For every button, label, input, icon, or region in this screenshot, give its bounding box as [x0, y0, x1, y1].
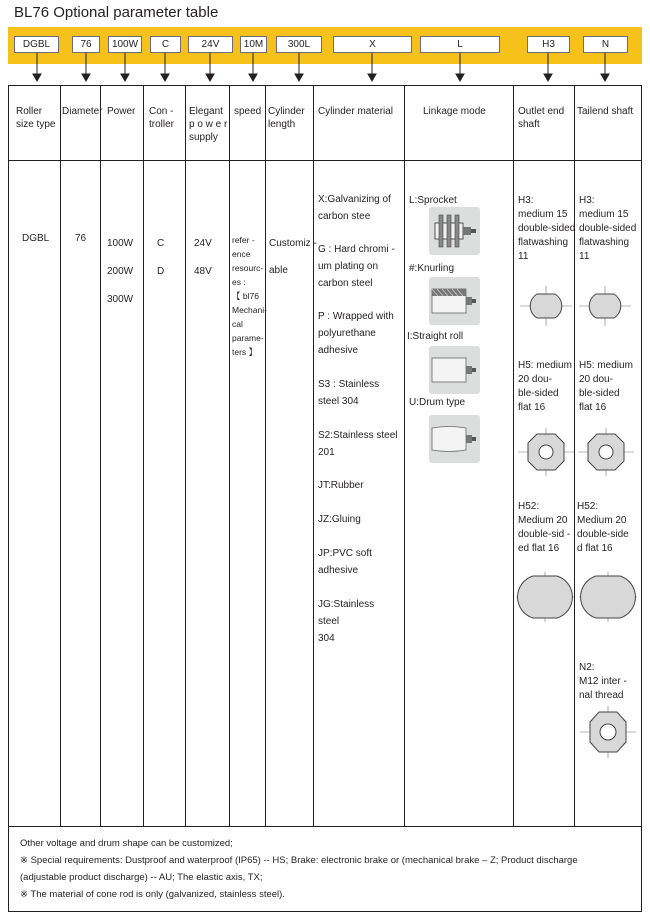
- shaft-line: flat 16: [579, 402, 607, 413]
- linkage-label: I:Straight roll: [407, 331, 464, 342]
- linkage-label: L:Sprocket: [409, 195, 457, 206]
- header-outlet-end-shaft: [518, 105, 564, 131]
- column-rule: [513, 85, 514, 826]
- footer-note: (adjustable product discharge) -- AU; The elastic axis, TX;: [20, 872, 263, 883]
- value-speed-reference: [232, 233, 267, 359]
- material-option: [318, 308, 398, 359]
- material-line: 304: [318, 633, 335, 644]
- material-option: [318, 191, 398, 225]
- sprocket-roller-drawing: [429, 207, 480, 255]
- speed-line: Mechani-: [232, 305, 267, 315]
- speed-line: 【 bl76: [232, 291, 259, 301]
- material-line: adhesive: [318, 565, 359, 576]
- shaft-line: H3:: [518, 195, 534, 206]
- code-box-diameter: 76: [72, 36, 100, 53]
- header-tailend-shaft: Tailend shaft: [577, 106, 634, 117]
- straight-roller-icon: [429, 346, 480, 394]
- shaft-line: H52:: [518, 501, 540, 512]
- column-rule: [100, 85, 101, 826]
- controller-option: D: [157, 266, 165, 277]
- footer-note: ※ The material of cone rod is only (galvanized, stainless steel).: [20, 889, 285, 900]
- tailend-h5-section-icon: [576, 426, 636, 478]
- shaft-line: H5: medium: [518, 360, 572, 371]
- value-diameter: 76: [75, 233, 87, 244]
- outlet-shaft-h52: [518, 500, 578, 556]
- header-line: Outlet end: [518, 106, 565, 117]
- footer-note: Other voltage and drum shape can be customized;: [20, 838, 233, 849]
- material-line: steel 304: [318, 396, 359, 407]
- material-line: JT:Rubber: [318, 480, 364, 491]
- code-box-speed: 10M: [240, 36, 267, 53]
- material-line: JG:Stainless steel: [318, 599, 375, 627]
- shaft-line: H3:: [579, 195, 595, 206]
- value-supply-list: [194, 230, 212, 286]
- outlet-h52-section-icon: [514, 570, 576, 624]
- tailend-shaft-h52: [577, 500, 637, 556]
- knurling-roller-drawing: [429, 277, 480, 325]
- code-box-tailend: N: [583, 36, 628, 53]
- code-box-controller: C: [150, 36, 181, 53]
- outlet-h5-section-icon: [516, 426, 576, 478]
- tailend-h52-section-icon: [577, 570, 639, 624]
- length-line: Customiz -: [269, 238, 317, 249]
- header-line: p o w e r: [189, 119, 228, 130]
- shaft-line: d flat 16: [577, 543, 613, 554]
- length-line: able: [269, 265, 288, 276]
- header-line: Elegant: [189, 106, 223, 117]
- shaft-line: H52:: [577, 501, 599, 512]
- code-box-material: X: [333, 36, 412, 53]
- shaft-line: M12 inter -: [579, 676, 627, 687]
- material-line: G : Hard chromi -: [318, 244, 395, 255]
- material-option: [318, 477, 398, 494]
- shaft-line: double-side: [577, 529, 629, 540]
- code-box-length: 300L: [276, 36, 322, 53]
- shaft-line: flatwashing 11: [579, 237, 630, 262]
- linkage-label: #:Knurling: [409, 263, 455, 274]
- header-cylinder-material: Cylinder material: [318, 106, 394, 117]
- supply-option: 48V: [194, 266, 212, 277]
- speed-line: cal: [232, 319, 243, 329]
- sprocket-roller-icon: [429, 207, 480, 255]
- material-option: [318, 511, 398, 528]
- code-box-power: 100W: [108, 36, 142, 53]
- shaft-line: ble-sided: [579, 388, 620, 399]
- shaft-line: H5: medium: [579, 360, 633, 371]
- tailend-n2-section-icon: [578, 704, 638, 760]
- shaft-line: flatwashing 11: [518, 237, 569, 262]
- header-power: Power: [107, 106, 136, 117]
- shaft-line: 20 dou-: [518, 374, 552, 385]
- column-rule: [60, 85, 61, 826]
- shaft-line: medium 15: [518, 209, 568, 220]
- material-line: um plating on: [318, 261, 379, 272]
- linkage-label: U:Drum type: [409, 397, 466, 408]
- header-line: Roller: [16, 106, 43, 117]
- power-option: 100W: [107, 238, 134, 249]
- column-rule: [185, 85, 186, 826]
- power-option: 300W: [107, 294, 134, 305]
- material-line: JP:PVC soft: [318, 548, 372, 559]
- code-box-outlet: H3: [527, 36, 570, 53]
- knurling-roller-icon: [429, 277, 480, 325]
- speed-line: parame-: [232, 333, 264, 343]
- page-title: BL76 Optional parameter table: [14, 4, 219, 21]
- column-rule: [404, 85, 405, 826]
- material-line: polyurethane: [318, 328, 376, 339]
- shaft-line: Medium 20: [518, 515, 568, 526]
- speed-line: ters 】: [232, 347, 258, 357]
- material-line: 201: [318, 447, 335, 458]
- header-line: Con -: [149, 106, 174, 117]
- power-option: 200W: [107, 266, 134, 277]
- straight-roller-drawing: [429, 346, 480, 394]
- header-line: supply: [189, 132, 218, 143]
- material-line: carbon steel: [318, 278, 373, 289]
- value-power-list: [107, 230, 133, 314]
- footer-divider: [8, 826, 642, 827]
- shaft-line: 20 dou-: [579, 374, 613, 385]
- column-rule: [143, 85, 144, 826]
- material-line: JZ:Gluing: [318, 514, 361, 525]
- header-line: length: [268, 119, 296, 130]
- footer-note: ※ Special requirements: Dustproof and waterproof (IP65) -- HS; Brake: electronic brake or (mechanical brake – Z; Product discharge: [20, 855, 578, 866]
- header-controller: [149, 105, 174, 131]
- shaft-line: double-sid -: [518, 529, 571, 540]
- value-roller-type: DGBL: [22, 233, 50, 244]
- speed-line: es :: [232, 277, 246, 287]
- value-cylinder-length: [269, 230, 317, 284]
- shaft-line: ble-sided: [518, 388, 559, 399]
- header-power-supply: [189, 105, 227, 144]
- column-rule: [313, 85, 314, 826]
- header-line: shaft: [518, 119, 540, 130]
- material-line: X:Galvanizing of: [318, 194, 391, 205]
- code-box-type: DGBL: [14, 36, 59, 53]
- code-arrows: [0, 0, 650, 90]
- material-line: S3 : Stainless: [318, 379, 380, 390]
- value-controller-list: [157, 230, 164, 286]
- shaft-line: nal thread: [579, 690, 624, 701]
- material-option: [318, 596, 398, 647]
- supply-option: 24V: [194, 238, 212, 249]
- shaft-line: double-sided: [518, 223, 576, 234]
- header-roller-size-type: [16, 105, 55, 131]
- material-option: [318, 241, 398, 292]
- header-diameter: Diameter: [62, 106, 103, 117]
- speed-line: ence: [232, 249, 251, 259]
- header-speed: speed: [234, 106, 262, 117]
- speed-line: resourc-: [232, 263, 264, 273]
- material-line: S2:Stainless steel: [318, 430, 398, 441]
- header-cylinder-length: [268, 105, 305, 131]
- code-box-supply: 24V: [188, 36, 233, 53]
- speed-line: refer -: [232, 235, 255, 245]
- header-divider: [8, 160, 642, 161]
- outlet-shaft-h3: [518, 194, 578, 264]
- header-line: troller: [149, 119, 175, 130]
- tailend-shaft-h3: [579, 194, 639, 264]
- shaft-line: medium 15: [579, 209, 629, 220]
- header-linkage-mode: Linkage mode: [423, 106, 486, 117]
- material-line: adhesive: [318, 345, 359, 356]
- tailend-h3-section-icon: [577, 284, 633, 328]
- tailend-shaft-h5: [579, 359, 639, 415]
- material-option: [318, 427, 398, 461]
- outlet-h3-section-icon: [518, 284, 574, 328]
- tailend-shaft-n2: [579, 661, 639, 703]
- shaft-line: ed flat 16: [518, 543, 560, 554]
- controller-option: C: [157, 238, 165, 249]
- drum-roller-drawing: [429, 415, 480, 463]
- material-option: [318, 545, 398, 579]
- shaft-line: N2:: [579, 662, 595, 673]
- header-line: Cylinder: [268, 106, 305, 117]
- outlet-shaft-h5: [518, 359, 578, 415]
- shaft-line: flat 16: [518, 402, 546, 413]
- code-box-linkage: L: [420, 36, 500, 53]
- column-rule: [229, 85, 230, 826]
- material-line: P : Wrapped with: [318, 311, 394, 322]
- shaft-line: double-sided: [579, 223, 637, 234]
- drum-roller-icon: [429, 415, 480, 463]
- material-line: carbon stee: [318, 211, 371, 222]
- column-rule: [265, 85, 266, 826]
- header-line: size type: [16, 119, 56, 130]
- material-option: [318, 376, 398, 410]
- shaft-line: Medium 20: [577, 515, 627, 526]
